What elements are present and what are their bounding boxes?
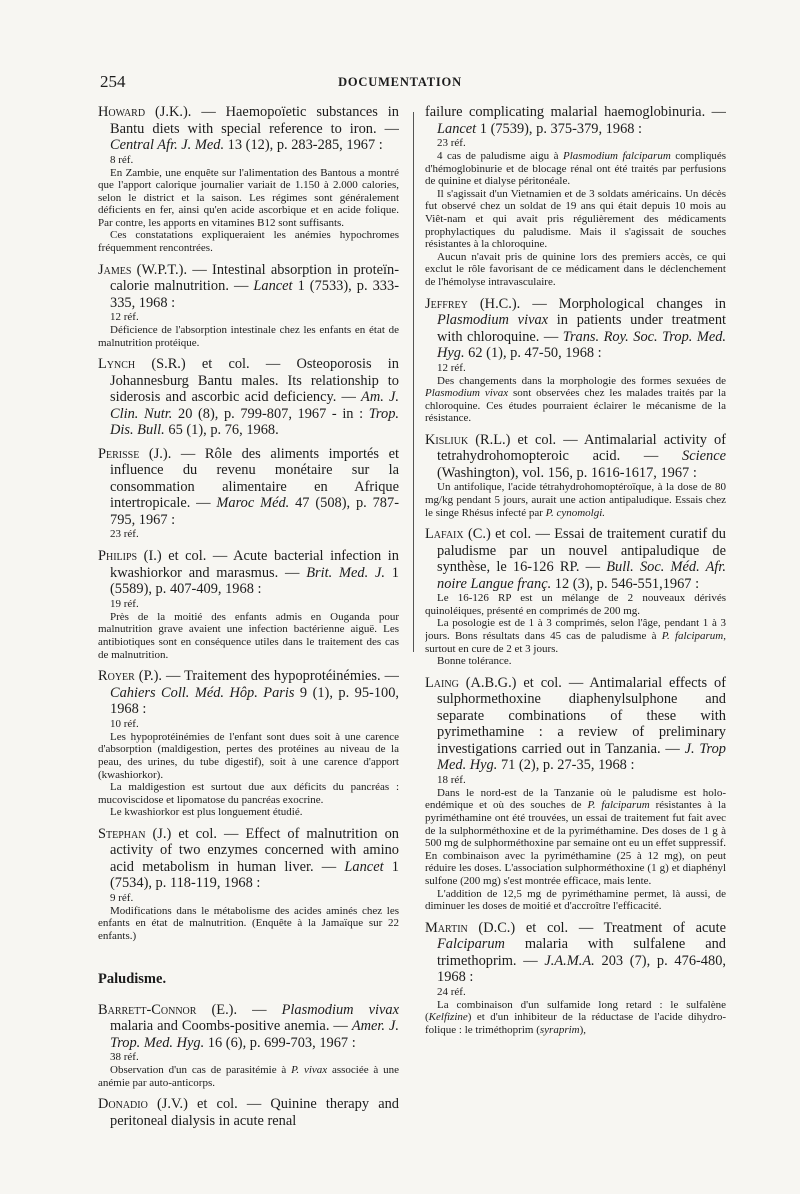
citation-text: malaria and Coombs-positive anemia. (110, 1018, 330, 1035)
citation (98, 826, 399, 892)
bibliography-entry (98, 356, 399, 439)
citation-text: 16 (6), p. 699-703, 1967 : (204, 1034, 356, 1051)
citation-text: — (228, 278, 254, 295)
italic-text: Am. J. Clin. Nutr. (110, 389, 399, 422)
abstract (425, 150, 726, 289)
citation-text: et col. — (185, 356, 297, 373)
citation-text: — (190, 495, 217, 512)
citation-text: — (579, 559, 607, 576)
italic-text: J. Trop Med. Hyg. (437, 740, 726, 774)
citation-text: — (313, 858, 345, 875)
citation (98, 1002, 399, 1052)
citation-text: — (187, 261, 213, 278)
citation-text: — (329, 1018, 352, 1035)
citation-text: Osteoporosis in Johannesburg Bantu males. Its relationship to siderosis and ascorbic acid deficiency. (110, 356, 399, 406)
author: Martin (D.C.) (425, 919, 516, 936)
citation-text: Morphological changes in (558, 295, 726, 312)
bibliography-entry (98, 1002, 399, 1090)
italic-text: Maroc Méd. (216, 495, 290, 512)
author: Philips (I.) (98, 548, 162, 565)
abstract-paragraph: Bonne tolérance. (437, 655, 512, 668)
abstract-paragraph: Près de la moitié des enfants admis en Ouganda pour malnutrition grave avaient une infection bactérienne aiguë. Les antibiotiques sont en conséquence utiles dans le traitement des cas de malnutrition. (98, 610, 399, 661)
citation-text: Haemopoïetic substances in Bantu diets with special reference to iron. (110, 104, 399, 137)
abstract-paragraph: L'addition de 12,5 mg de pyriméthamine permet, là aussi, de diminuer les doses de moitié et d'accroître l'efficacité. (425, 887, 726, 913)
citation-text: — (376, 120, 399, 137)
citation (98, 668, 399, 718)
citation-text: — (171, 445, 205, 462)
bibliography-entry (425, 920, 726, 1037)
citation (98, 548, 399, 598)
abstract-paragraph: En Zambie, une enquête sur l'alimentation des Bantous a montré que l'apport calorique journalier variait de 1.150 à 2.000 calories, selon le district et la saison. Les régimes sont généralement déficients en fer, ainsi qu'en acide ascorbique et en acide folique. Par contre, les apports en vitamines B12 sont suffisants. (98, 166, 399, 229)
citation-text: 203 (7), p. 476-480, 1968 : (437, 952, 726, 986)
author: Stephan (J.) (98, 825, 172, 842)
citation-text: — (660, 740, 685, 757)
reference-count: 38 réf. (110, 1051, 139, 1064)
left-column (98, 104, 399, 1174)
citation-text: 71 (2), p. 27-35, 1968 : (497, 757, 635, 774)
citation-text: 65 (1), p. 76, 1968. (164, 422, 279, 439)
italic-text: Bull. Soc. Méd. Afr. noire Langue franç. (437, 559, 726, 592)
reference-count: 9 réf. (110, 891, 134, 904)
citation-text: Rôle des aliments importés et influence du revenu monétaire sur la consommation alimentaire en Afrique intertropicale. (110, 445, 399, 512)
reference-count: 8 réf. (110, 153, 134, 166)
citation-text: — (705, 104, 726, 120)
citation-text: et col. — (510, 431, 584, 448)
citation-text: Treatment of acute (603, 919, 726, 936)
citation (98, 262, 399, 312)
reference-count: 23 réf. (110, 528, 139, 541)
abstract (98, 324, 399, 349)
author: Royer (P.). (98, 668, 162, 685)
italic-text: Trans. Roy. Soc. Trop. Med. Hyg. (437, 328, 726, 362)
italic-text: Brit. Med. J. (306, 564, 385, 581)
bibliography-entry (98, 446, 399, 542)
author: Perisse (J.). (98, 445, 172, 462)
abstract (98, 905, 399, 943)
italic-text: Central Afr. J. Med. (110, 137, 225, 153)
citation-text: 47 (508), p. 787-795, 1967 : (110, 495, 399, 528)
citation-text: Quinine therapy and peritoneal dialysis in acute renal (110, 1096, 399, 1129)
citation-text: 20 (8), p. 799-807, 1967 - in : (172, 405, 369, 422)
italic-text: Cahiers Coll. Méd. Hôp. Paris (110, 684, 295, 701)
author: Lafaix (C.) (425, 526, 491, 543)
author: James (W.P.T.). (98, 261, 188, 278)
citation-text: — (191, 104, 226, 120)
italic-text: Falciparum (437, 936, 505, 953)
bibliography-entry (98, 1096, 399, 1129)
abstract (425, 375, 726, 425)
bibliography-entry (98, 104, 399, 255)
citation (425, 920, 726, 986)
abstract-paragraph: 4 cas de paludisme aigu à Plasmodium falciparum compliqués d'hémoglobinurie et de blocage rénal ont été traités par perfusions de quinine et dialyse péritonéale. (425, 150, 726, 188)
author: Kisliuk (R.L.) (425, 431, 511, 448)
running-title: DOCUMENTATION (338, 75, 462, 89)
citation (98, 1096, 399, 1129)
citation-text: 1 (7533), p. 333-335, 1968 : (110, 278, 399, 311)
author: Jeffrey (H.C.). (425, 295, 521, 312)
citation-text: 1 (5589), p. 407-409, 1968 : (110, 564, 399, 598)
abstract-paragraph: Le kwashiorkor est plus longuement étudié. (110, 806, 303, 819)
bibliography-entry (98, 548, 399, 661)
abstract (98, 611, 399, 661)
italic-text: Lancet (253, 278, 293, 295)
abstract-paragraph: Ces constatations expliqueraient les anémies hypochromes fréquemment rencontrées. (98, 229, 399, 255)
abstract-paragraph: Déficience de l'absorption intestinale chez les enfants en état de malnutrition protéique. (98, 324, 399, 349)
author: Howard (J.K.). (98, 104, 192, 120)
reference-count: 19 réf. (110, 597, 139, 610)
citation-text: failure complicating malarial haemoglobinuria. (425, 104, 706, 120)
citation-text: Antimalarial activity of tetrahydrohomopteroic acid. (437, 431, 726, 465)
citation-text: — (520, 295, 559, 312)
citation-text: et col. — (515, 919, 604, 936)
abstract-paragraph: Il s'agissait d'un Vietnamien et de 3 soldats américains. Un décès fut observé chez un soldat de 19 ans qui était depuis 10 mois au Viêt-nam et qui avait pris régulièrement des médicaments prophylactiques du paludisme. Mais il s'agissait de souches résistantes à la chloroquine. (425, 187, 726, 251)
abstract-paragraph: La posologie est de 1 à 3 comprimés, selon l'âge, pendant 1 à 3 jours. Bons résultats dans 45 cas de paludisme à P. falciparum, surtout en cure de 2 et 3 jours. (425, 617, 726, 655)
abstract-paragraph: Les hypoprotéinémies de l'enfant sont dues soit à une carence d'absorption (maldigestion, pertes des protéines au niveau de la peau, des urines, du tube digestif), soit à une carence d'apport (kwashiorkor). (98, 730, 399, 781)
citation (425, 104, 726, 137)
right-column (425, 104, 726, 1174)
citation-text: et col. — (490, 526, 555, 543)
page-header (100, 72, 700, 96)
bibliography-entry (425, 104, 726, 289)
citation (98, 104, 399, 154)
citation-text: 1 (7539), p. 375-379, 1968 : (476, 120, 643, 137)
citation-text: — (278, 564, 307, 581)
citation-text: malaria with sulfalene and trimethoprim. (437, 936, 726, 969)
abstract-paragraph: Un antifolique, l'acide tétrahydrohomoptéroïque, à la dose de 80 mg/kg pendant 5 jours, aurait une action antipaludique. Essais chez le singe Rhésus infecté par P. cynomolgi. (425, 481, 726, 519)
citation-text: et col. — (187, 1096, 271, 1113)
citation-text: 9 (1), p. 95-100, 1968 : (110, 684, 399, 718)
citation-text: — (516, 952, 545, 969)
author: Laing (A.B.G.) (425, 674, 517, 691)
italic-text: J.A.M.A. (544, 952, 595, 969)
abstract (98, 167, 399, 255)
citation-text: — (237, 1001, 282, 1018)
abstract (425, 787, 726, 913)
citation-text: — (162, 668, 185, 685)
abstract-paragraph: La combinaison d'un sulfamide long retard : le sulfalène (Kelfizine) et d'un inhibiteur de la réductase de l'acide dihydro-folique : le triméthoprim (syraprim), (425, 998, 726, 1036)
citation-text: 62 (1), p. 47-50, 1968 : (464, 345, 602, 362)
abstract (425, 592, 726, 668)
citation-text: et col. — (516, 674, 590, 691)
abstract-paragraph: Modifications dans le métabolisme des acides aminés chez les enfants en état de malnutrition. (Enquête à la Jamaïque sur 22 enfants.) (98, 904, 399, 943)
bibliography-entry (98, 826, 399, 943)
citation-text: Effect of malnutrition on activity of two enzymes concerned with amino acid metabolism in human liver. (110, 825, 399, 875)
reference-count: 12 réf. (437, 361, 466, 374)
citation (425, 296, 726, 362)
italic-text: Lancet (344, 858, 384, 875)
author: Barrett-Connor (E.). (98, 1001, 238, 1018)
italic-text: Amer. J. Trop. Med. Hyg. (110, 1018, 399, 1051)
author: Lynch (S.R.) (98, 356, 186, 373)
abstract (98, 1064, 399, 1089)
reference-count: 10 réf. (110, 717, 139, 730)
abstract (425, 481, 726, 519)
citation-text: — (336, 389, 362, 406)
reference-count: 18 réf. (437, 773, 466, 786)
abstract-paragraph: La maldigestion est surtout due aux déficits du pancréas : mucoviscidose et lipomatose du pancréas exocrine. (98, 781, 399, 806)
bibliography-entry (425, 675, 726, 913)
italic-text: Plasmodium vivax (281, 1001, 399, 1018)
citation-text: 12 (3), p. 546-551,1967 : (551, 575, 700, 592)
reference-count: 24 réf. (437, 985, 466, 998)
citation-text: Antimalarial effects of sulphormethoxine diaphenylsulphone and separate combinations of these with pyrimethamine : a review of preliminary investigations carried out in Tanzania. (437, 674, 726, 757)
citation-text: et col. — (161, 548, 234, 565)
abstract-paragraph: Dans le nord-est de la Tanzanie où le paludisme est holo-endémique et où des souches de P. falciparum résistantes à la pyriméthamine ont été trouvées, un essai de traitement fut fait avec de la sulphorméthoxine et de la pyriméthamine. Des doses de 1 g à 500 mg de sulphorméthoxine par semaine ont eu un effet suppressif. En combinaison avec la pyriméthamine (25 à 12 mg), on peut réduire les doses. L'association sulphorméthoxine (1 g) et diaphényl sulfone (200 mg) s'est montrée efficace, mais lente. (425, 786, 726, 887)
page-number: 254 (100, 72, 126, 91)
citation-text: — (620, 448, 683, 465)
citation-text: Acute bacterial infection in kwashiorkor and marasmus. (110, 548, 399, 581)
citation (98, 446, 399, 529)
citation-text: — (539, 328, 563, 345)
citation-text: 13 (12), p. 283-285, 1967 : (224, 137, 383, 153)
bibliography-entry (98, 668, 399, 819)
citation-text: Intestinal absorption in proteïn-calorie malnutrition. (110, 261, 399, 295)
abstract (425, 999, 726, 1037)
column-divider (413, 112, 414, 652)
left-entries (98, 104, 399, 943)
italic-text: Science (682, 448, 726, 465)
right-entries (425, 104, 726, 1036)
bibliography-entry (425, 432, 726, 519)
reference-count: 12 réf. (110, 311, 139, 324)
bibliography-entry (98, 262, 399, 350)
abstract-paragraph: Le 16-126 RP est un mélange de 2 nouveaux dérivés quinoléiques, présenté en comprimés de 200 mg. (425, 592, 726, 617)
bibliography-entry (425, 526, 726, 668)
citation-text: Essai de traitement curatif du paludisme par un nouvel antipaludique de synthèse, le 16-126 RP. (437, 526, 726, 576)
reference-count: 23 réf. (437, 137, 466, 149)
abstract-paragraph: Aucun n'avait pris de quinine lors des premiers accès, ce qui exclut le rôle favorisant de ce médicament dans le déclenchement de l'hémolyse intravasculaire. (425, 250, 726, 288)
citation (425, 526, 726, 592)
citation-text: in patients under treatment with chloroquine. (437, 312, 726, 345)
author: Donadio (J.V.) (98, 1096, 188, 1113)
left-entries-after (98, 1002, 399, 1130)
citation-text: et col. — (171, 825, 246, 842)
italic-text: Lancet (437, 120, 477, 137)
italic-text: Trop. Dis. Bull. (110, 405, 399, 439)
abstract-paragraph: Observation d'un cas de parasitémie à P. vivax associée à une anémie par auto-anticorps. (98, 1064, 399, 1089)
citation (425, 675, 726, 774)
citation (98, 356, 399, 439)
citation-text: — (380, 668, 399, 685)
abstract-paragraph: Des changements dans la morphologie des formes sexuées de Plasmodium vivax sont observées chez les malades traités par la chloroquine. Ces études pourraient éclairer le mécanisme de la résistance. (425, 374, 726, 425)
citation-text: Traitement des hypoprotéinémies. (184, 668, 381, 685)
bibliography-entry (425, 296, 726, 425)
citation (425, 432, 726, 482)
abstract (98, 731, 399, 819)
section-heading: Paludisme. (98, 970, 167, 987)
italic-text: Plasmodium vivax (437, 312, 549, 329)
citation-text: (Washington), vol. 156, p. 1616-1617, 1967 : (437, 464, 697, 481)
citation-text: 1 (7534), p. 118-119, 1968 : (110, 858, 399, 892)
